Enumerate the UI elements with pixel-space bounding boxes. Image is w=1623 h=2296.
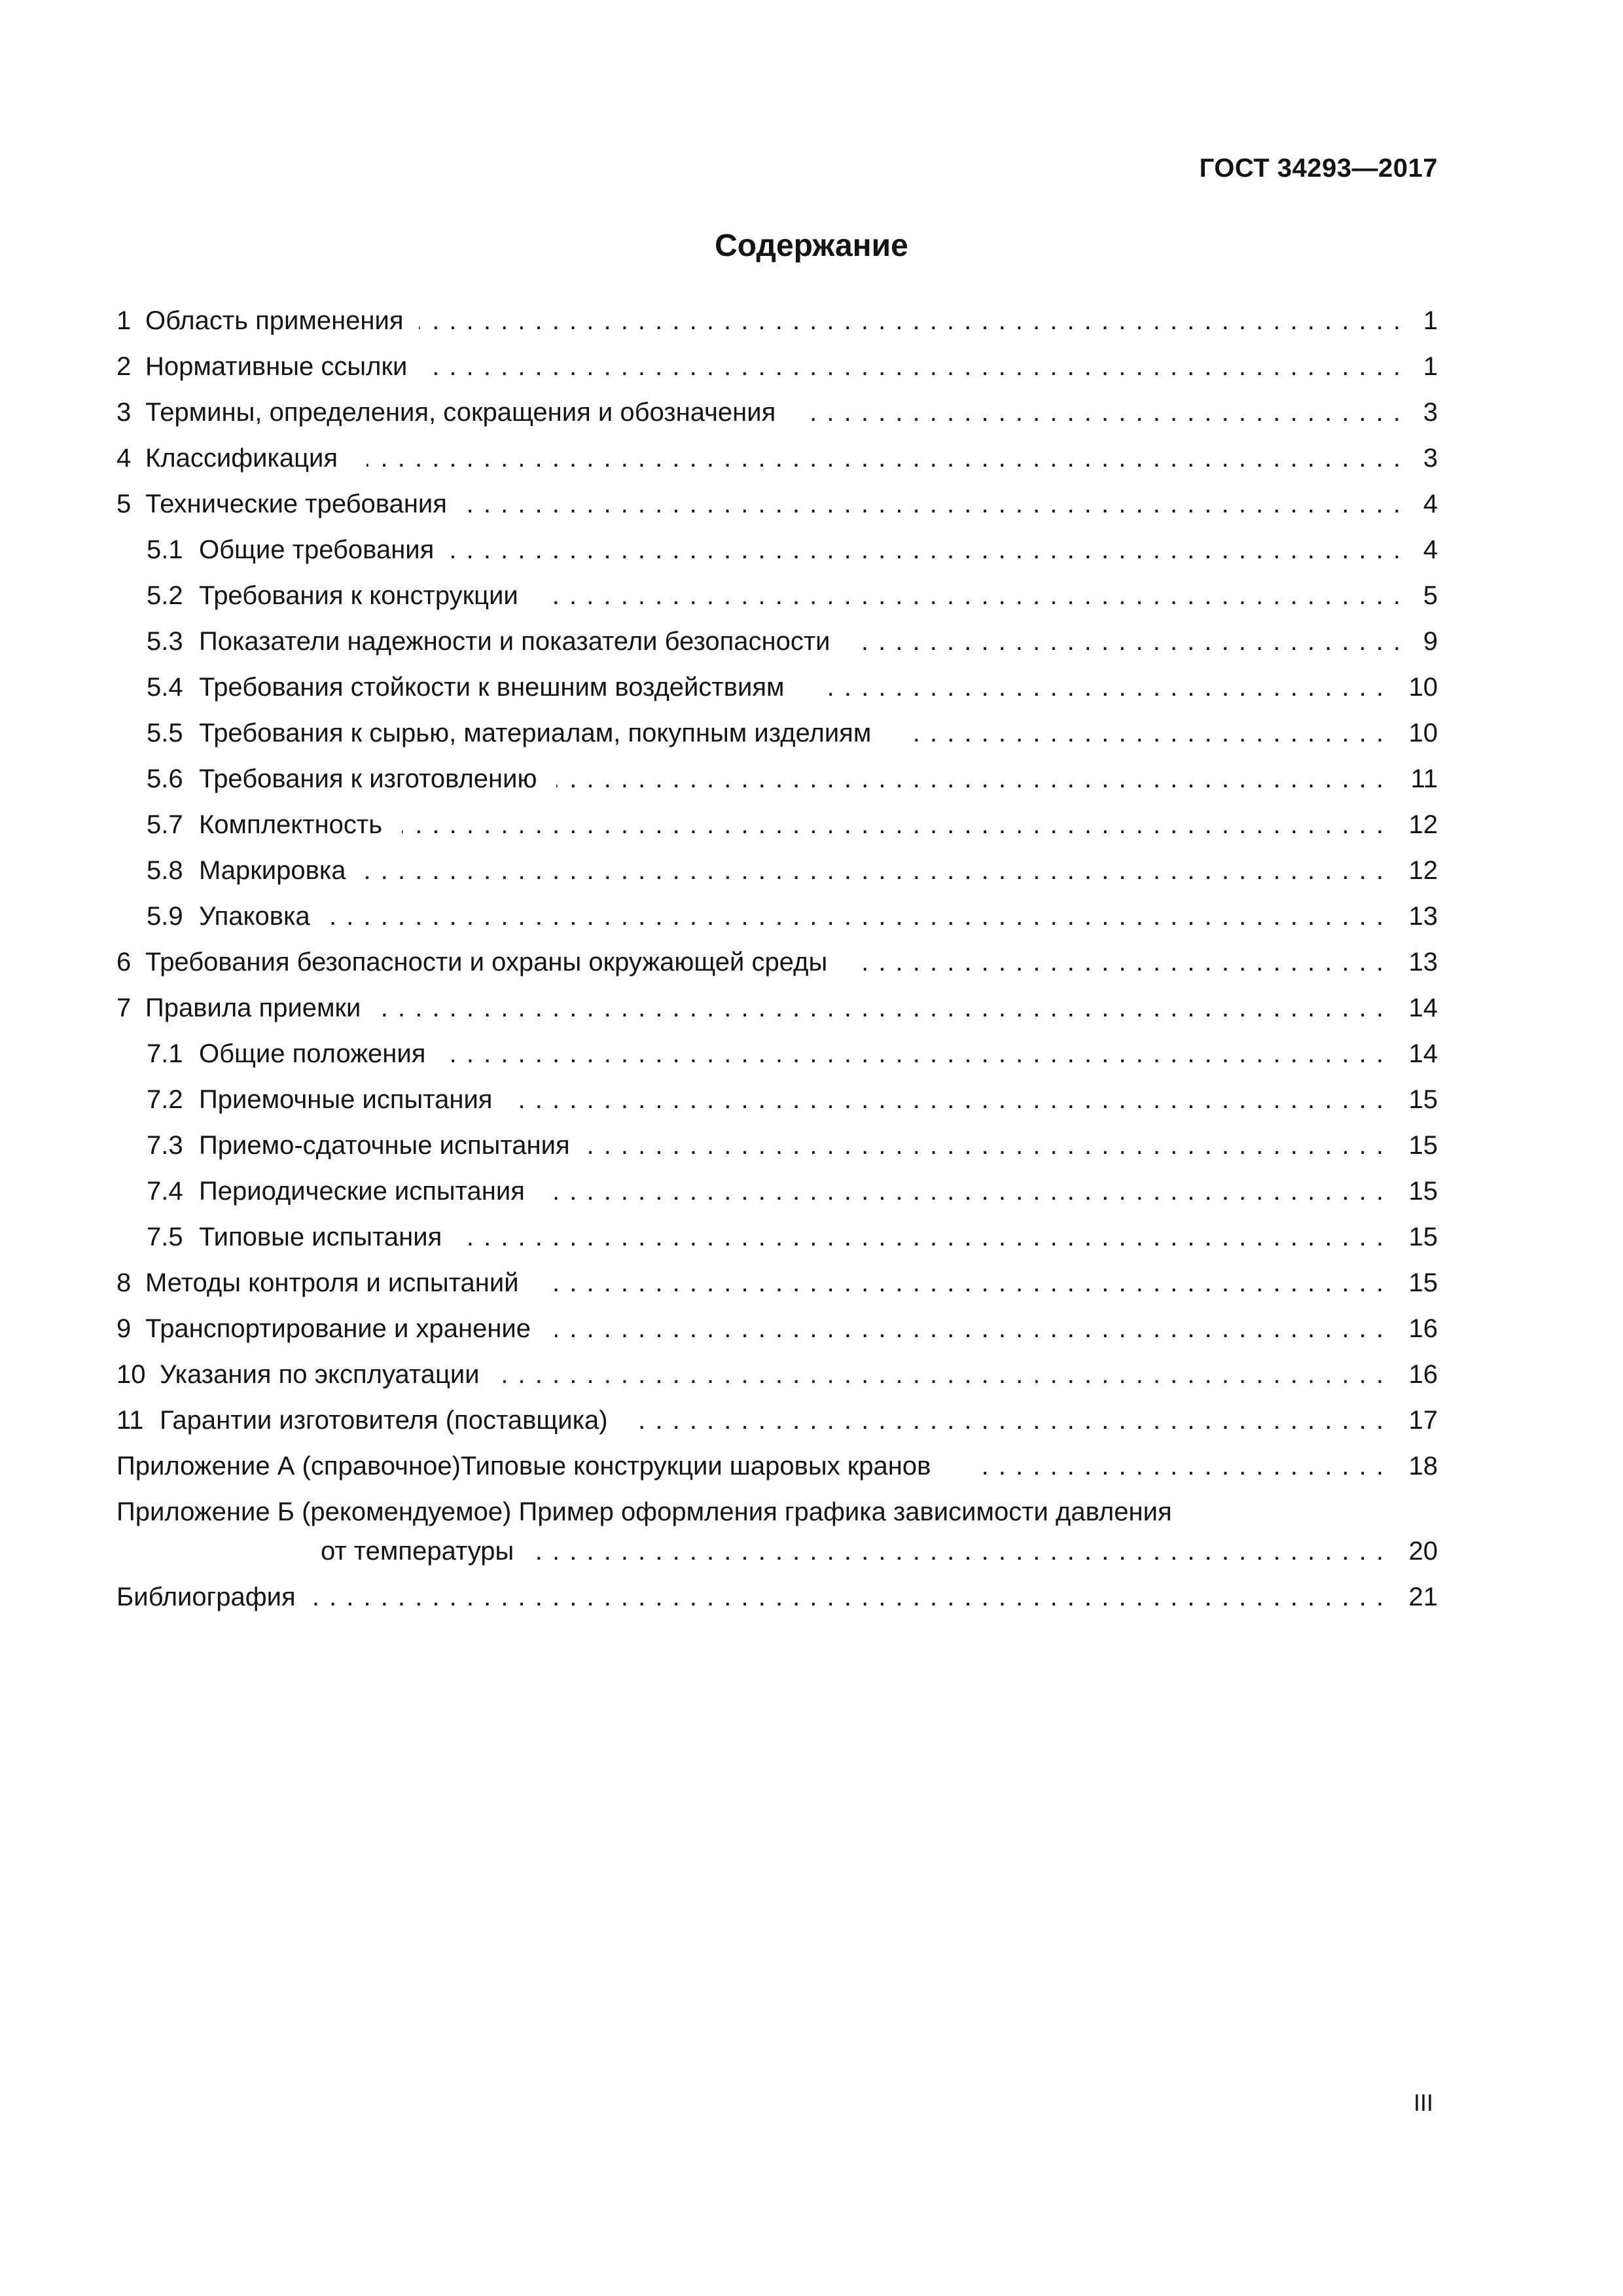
toc-entry[interactable]	[0, 1397, 1623, 1443]
toc-leader-dots	[461, 1214, 1385, 1260]
toc-leader-dots	[326, 893, 1385, 939]
toc-entry-label: Приемо-сдаточные испытания	[199, 1131, 570, 1160]
toc-entry-label: от температуры	[321, 1537, 514, 1566]
toc-entry-label: Библиография	[116, 1583, 296, 1611]
toc-entry-number: 5.2	[147, 581, 183, 610]
toc-entry-page: 13	[1408, 902, 1438, 931]
toc-leader-dots	[424, 344, 1402, 389]
toc-entry-number: 5.4	[147, 673, 183, 702]
toc-entry[interactable]	[0, 1574, 1623, 1620]
toc-entry[interactable]	[0, 1352, 1623, 1397]
toc-entry[interactable]	[0, 664, 1623, 710]
toc-entry-label: Маркировка	[199, 856, 346, 885]
toc-leader-dots	[512, 1077, 1385, 1122]
toc-entry-number: 7.3	[147, 1131, 183, 1160]
toc-entry-page: 3	[1423, 398, 1438, 427]
toc-entry-label: Классификация	[145, 444, 338, 473]
toc-entry-label: Термины, определения, сокращения и обозначения	[145, 398, 776, 427]
toc-entry[interactable]	[0, 1260, 1623, 1306]
toc-entry-page: 15	[1408, 1177, 1438, 1206]
toc-entry-page: 1	[1423, 352, 1438, 381]
toc-leader-dots	[589, 1122, 1385, 1168]
toc-entry-page: 12	[1408, 856, 1438, 885]
toc-entry[interactable]	[0, 435, 1623, 481]
toc-entry-page: 16	[1408, 1360, 1438, 1389]
toc-leader-dots	[542, 573, 1402, 619]
toc-entry[interactable]	[0, 939, 1623, 985]
toc-entry-page: 15	[1408, 1268, 1438, 1297]
toc-entry-label: Требования к изготовлению	[199, 764, 537, 793]
toc-entry-label: Указания по эксплуатации	[160, 1360, 480, 1389]
toc-entry-page: 15	[1408, 1085, 1438, 1114]
toc-entry[interactable]	[0, 802, 1623, 848]
toc-entry-page: 12	[1408, 810, 1438, 839]
toc-entry-page: 15	[1408, 1223, 1438, 1251]
toc-leader-dots	[543, 1168, 1385, 1214]
toc-entry-number: 5.6	[147, 764, 183, 793]
toc-leader-dots	[555, 1306, 1385, 1352]
toc-entry-number: 7.1	[147, 1039, 183, 1068]
toc-leader-dots	[372, 985, 1385, 1031]
toc-leader-dots	[556, 756, 1385, 802]
toc-leader-dots	[863, 619, 1402, 664]
toc-entry-label: Нормативные ссылки	[145, 352, 408, 381]
toc-entry-page: 4	[1423, 535, 1438, 564]
toc-entry[interactable]	[0, 1306, 1623, 1352]
toc-entry[interactable]	[0, 985, 1623, 1031]
toc-leader-dots	[818, 664, 1385, 710]
toc-entry[interactable]	[0, 756, 1623, 802]
toc-entry-number: 2	[116, 352, 132, 381]
toc-leader-dots	[313, 1574, 1385, 1620]
toc-entry-page: 3	[1423, 444, 1438, 473]
toc-entry[interactable]	[0, 710, 1623, 756]
toc-leader-dots	[529, 1528, 1385, 1574]
toc-entry[interactable]	[0, 1214, 1623, 1260]
toc-entry-number: 9	[116, 1314, 132, 1343]
toc-leader-dots	[501, 1352, 1385, 1397]
toc-entry-number: 10	[116, 1360, 146, 1389]
toc-leader-dots	[419, 298, 1402, 344]
toc-entry[interactable]	[0, 573, 1623, 619]
toc-leader-dots	[904, 710, 1385, 756]
toc-entry-page: 10	[1408, 719, 1438, 747]
toc-entry-label: Общие положения	[199, 1039, 426, 1068]
toc-entry-number: 6	[116, 948, 132, 977]
toc-entry-page: 1	[1423, 306, 1438, 335]
toc-entry-label: Транспортирование и хранение	[145, 1314, 531, 1343]
toc-leader-dots	[449, 1031, 1385, 1077]
toc-leader-dots	[859, 939, 1385, 985]
page-title: Содержание	[715, 228, 908, 263]
toc-entry-label: Показатели надежности и показатели безопасности	[199, 627, 830, 656]
toc-entry-number: 5.8	[147, 856, 183, 885]
toc-entry-number: 5	[116, 490, 132, 518]
toc-entry-number: 7.5	[147, 1223, 183, 1251]
toc-entry-label: Типовые испытания	[199, 1223, 442, 1251]
toc-leader-dots	[366, 435, 1402, 481]
toc-entry-label: Технические требования	[145, 490, 447, 518]
toc-entry-page: 10	[1408, 673, 1438, 702]
toc-entry-label: Требования стойкости к внешним воздействиям	[199, 673, 785, 702]
toc-entry[interactable]	[0, 1122, 1623, 1168]
toc-leader-dots	[543, 1260, 1385, 1306]
document-code: ГОСТ 34293—2017	[1199, 154, 1438, 183]
toc-entry-page: 5	[1423, 581, 1438, 610]
toc-entry-page: 15	[1408, 1131, 1438, 1160]
toc-leader-dots	[979, 1443, 1385, 1489]
toc-entry[interactable]	[0, 893, 1623, 939]
toc-entry-label: Методы контроля и испытаний	[145, 1268, 519, 1297]
toc-entry-number: 7.4	[147, 1177, 183, 1206]
toc-entry-number: 7.2	[147, 1085, 183, 1114]
toc-entry-page: 14	[1408, 994, 1438, 1022]
toc-entry-number: 8	[116, 1268, 132, 1297]
toc-entry-page: 18	[1408, 1452, 1438, 1480]
toc-entry-label: Общие требования	[199, 535, 435, 564]
toc-entry-label: Требования безопасности и охраны окружающей среды	[145, 948, 828, 977]
toc-leader-dots	[809, 389, 1402, 435]
toc-entry-label: Приложение А (справочное)Типовые конструкции шаровых кранов	[116, 1452, 931, 1480]
toc-entry[interactable]	[0, 619, 1623, 664]
toc-entry-label: Правила приемки	[145, 994, 361, 1022]
toc-leader-dots	[402, 802, 1385, 848]
toc-entry-number: 4	[116, 444, 132, 473]
toc-entry[interactable]	[0, 1077, 1623, 1122]
toc-entry-label: Приложение Б (рекомендуемое) Пример оформления графика зависимости давления	[116, 1498, 1172, 1526]
toc-entry-label: Приемочные испытания	[199, 1085, 493, 1114]
toc-leader-dots	[632, 1397, 1385, 1443]
toc-entry-label: Гарантии изготовителя (поставщика)	[160, 1406, 608, 1435]
toc-entry-page: 13	[1408, 948, 1438, 977]
toc-entry-page: 16	[1408, 1314, 1438, 1343]
toc-leader-dots	[357, 848, 1385, 893]
toc-entry[interactable]	[0, 848, 1623, 893]
toc-entry[interactable]	[0, 389, 1623, 435]
toc-entry[interactable]	[0, 298, 1623, 344]
toc-entry-page: 21	[1408, 1583, 1438, 1611]
toc-entry-page: 4	[1423, 490, 1438, 518]
toc-entry[interactable]	[0, 344, 1623, 389]
toc-entry[interactable]	[0, 527, 1623, 573]
toc-entry[interactable]	[0, 1168, 1623, 1214]
toc-entry-label: Требования к конструкции	[199, 581, 518, 610]
toc-entry-number: 5.3	[147, 627, 183, 656]
toc-entry-number: 5.9	[147, 902, 183, 931]
toc-entry[interactable]	[0, 1031, 1623, 1077]
toc-entry-number: 1	[116, 306, 132, 335]
toc-entry-page: 17	[1408, 1406, 1438, 1435]
toc-entry-label: Периодические испытания	[199, 1177, 525, 1206]
toc-leader-dots	[452, 527, 1402, 573]
toc-entry-number: 5.7	[147, 810, 183, 839]
page-number: III	[1413, 2089, 1433, 2116]
toc-entry-number: 11	[116, 1406, 144, 1435]
toc-entry-number: 3	[116, 398, 132, 427]
toc-entry-continuation[interactable]	[0, 1528, 1623, 1574]
toc-entry-label: Упаковка	[199, 902, 310, 931]
toc-entry-page: 20	[1408, 1537, 1438, 1566]
toc-entry[interactable]	[0, 1443, 1623, 1489]
toc-leader-dots	[465, 481, 1402, 527]
toc-entry-number: 5.5	[147, 719, 183, 747]
toc-entry[interactable]	[0, 481, 1623, 527]
toc-entry-page: 14	[1408, 1039, 1438, 1068]
toc-entry-label: Область применения	[145, 306, 404, 335]
toc-entry-page: 11	[1410, 764, 1438, 793]
toc-entry-number: 7	[116, 994, 132, 1022]
toc-entry-number: 5.1	[147, 535, 183, 564]
toc-entry-label: Требования к сырью, материалам, покупным изделиям	[199, 719, 872, 747]
toc-entry-label: Комплектность	[199, 810, 383, 839]
toc-entry-page: 9	[1423, 627, 1438, 656]
